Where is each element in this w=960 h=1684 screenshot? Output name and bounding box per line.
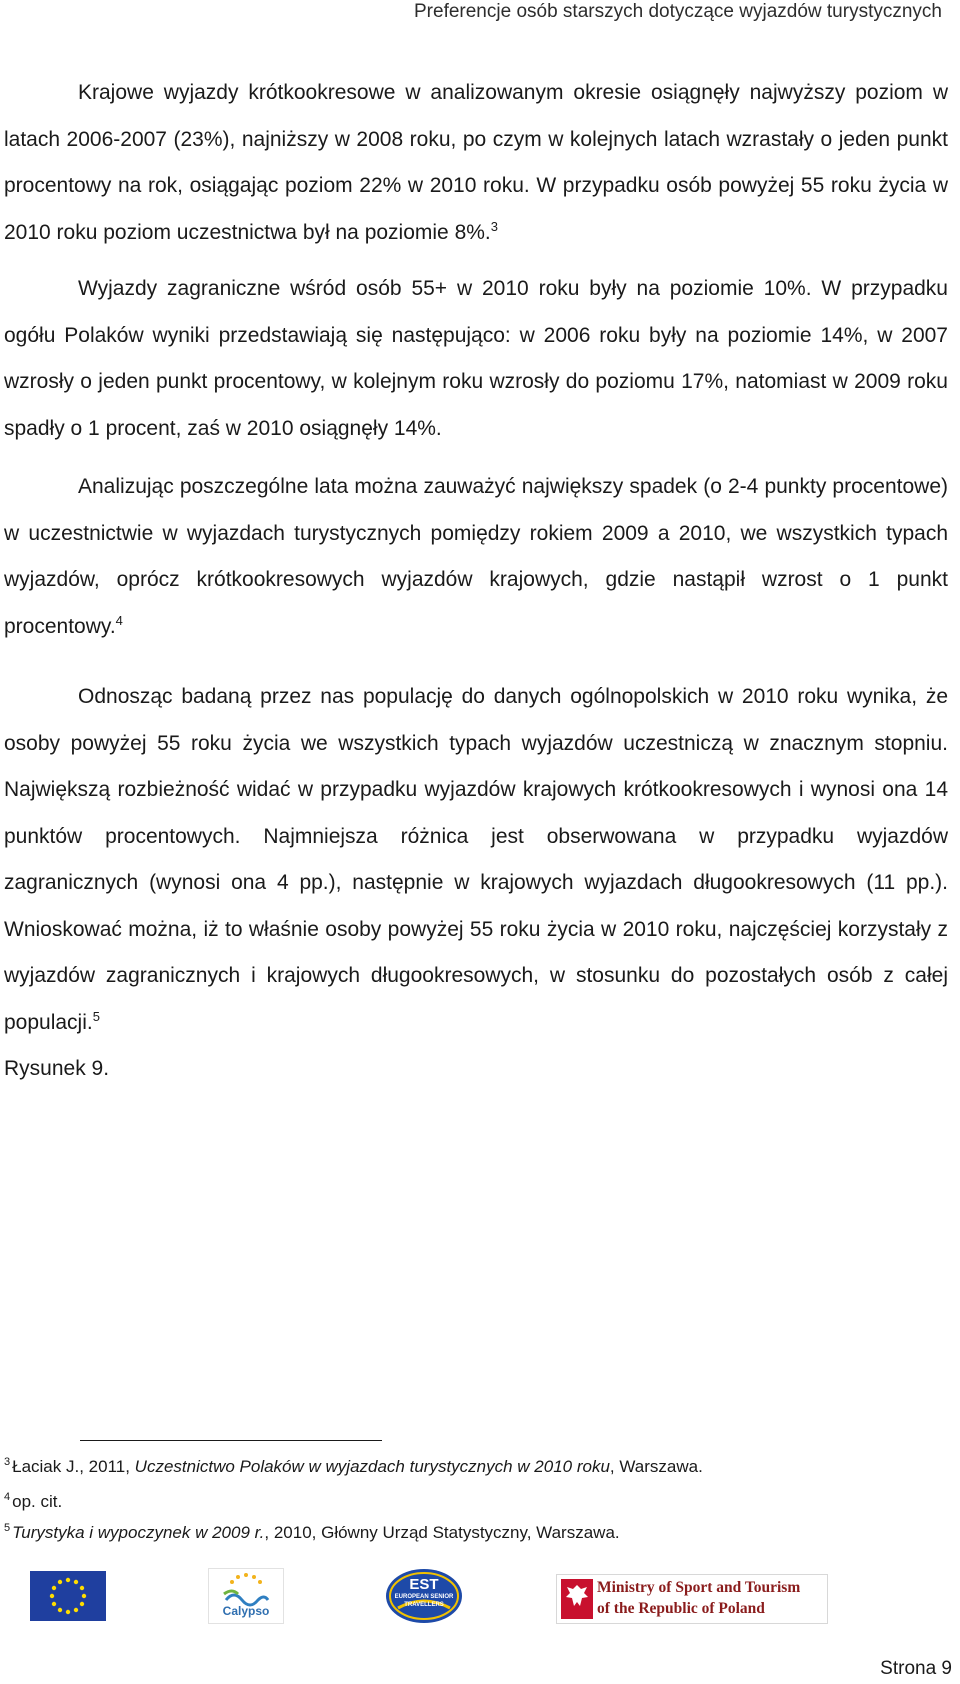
- est-line-2: TRAVELLERS: [404, 1602, 444, 1608]
- footnote-5: [4, 1522, 620, 1544]
- ministry-line-1: Ministry of Sport and Tourism: [597, 1579, 801, 1596]
- polish-eagle-icon: [561, 1579, 593, 1619]
- footnote-5-title: Turystyka i wypoczynek w 2009 r.: [12, 1523, 265, 1542]
- paragraph-1-text: Krajowe wyjazdy krótkookresowe w analizowanym okresie osiągnęły najwyższy poziom w latach 2006-2007 (23%), najniższy w 2008 roku, po czym w kolejnych latach wzrastały o jeden punkt procentowy na rok, osiągając poziom 22% w 2010 roku. W przypadku osób powyżej 55 roku życia w 2010 roku poziom uczestnictwa był na poziomie 8%.: [4, 81, 948, 244]
- footnote-ref-5[interactable]: 5: [92, 1008, 100, 1024]
- footnote-4: [4, 1491, 62, 1513]
- footnote-5-source: , 2010, Główny Urząd Statystyczny, Warszawa.: [264, 1523, 620, 1542]
- calypso-logo: [208, 1568, 284, 1624]
- ministry-line-2: of the Republic of Poland: [597, 1600, 765, 1617]
- est-abbreviation: EST: [409, 1576, 439, 1593]
- footnote-ref-3[interactable]: 3: [490, 218, 498, 234]
- paragraph-4: [4, 674, 948, 1093]
- footnote-4-number: 4: [4, 1491, 11, 1504]
- footnote-ref-4[interactable]: 4: [115, 612, 123, 628]
- paragraph-1: [4, 70, 948, 256]
- page-number: Strona 9: [880, 1658, 952, 1679]
- footnote-separator: [80, 1440, 382, 1441]
- ministry-name: [597, 1577, 800, 1619]
- body-text: [4, 70, 948, 1103]
- paragraph-2: Wyjazdy zagraniczne wśród osób 55+ w 2010 roku były na poziomie 10%. W przypadku ogółu Polaków wyniki przedstawiają się następująco: w 2006 roku były na poziomie 14%, w 2007 wzrosły o jeden punkt procentowy, w kolejnym roku wzrosły do poziomu 17%, natomiast w 2009 roku spadły o 1 procent, zaś w 2010 osiągnęły 14%.: [4, 277, 948, 440]
- footnote-3-title: Uczestnictwo Polaków w wyjazdach turystycznych w 2010 roku: [134, 1457, 610, 1476]
- paragraph-3: [4, 464, 948, 650]
- footnote-3: [4, 1456, 703, 1478]
- partner-logos: [0, 1568, 960, 1628]
- footnote-3-number: 3: [4, 1456, 11, 1469]
- est-logo: [384, 1568, 464, 1624]
- paragraph-4-text: Odnosząc badaną przez nas populację do danych ogólnopolskich w 2010 roku wynika, że osoby powyżej 55 roku życia we wszystkich typach wyjazdów uczestniczą w znacznym stopniu. Największą rozbieżność widać w przypadku wyjazdów krajowych krótkookresowych i wynosi ona 14 punktów procentowych. Najmniejsza różnica jest obserwowana w przypadku wyjazdów zagranicznych (wynosi ona 4 pp.), następnie w krajowych wyjazdach długookresowych (11 pp.). Wnioskować można, iż to właśnie osoby powyżej 55 roku życia w 2010 roku, najczęściej korzystały z wyjazdów zagranicznych i krajowych długookresowych, w stosunku do pozostałych osób z całej populacji.: [4, 685, 948, 1034]
- paragraph-3-text: Analizując poszczególne lata można zauważyć największy spadek (o 2-4 punkty procentowe) w uczestnictwie w wyjazdach turystycznych pomiędzy rokiem 2009 a 2010, we wszystkich typach wyjazdów, oprócz krótkookresowych wyjazdów krajowych, gdzie nastąpił wzrost o 1 punkt procentowy.: [4, 475, 948, 638]
- figure-reference: Rysunek 9.: [4, 1057, 110, 1080]
- footnote-4-text: op. cit.: [12, 1492, 63, 1511]
- eu-stars-icon: [30, 1571, 106, 1621]
- est-line-1: EUROPEAN SENIOR: [394, 1594, 454, 1600]
- eu-flag-icon: [30, 1571, 106, 1621]
- footnote-3-place: , Warszawa.: [609, 1457, 703, 1476]
- calypso-logo-text: Calypso: [222, 1604, 270, 1618]
- footnote-3-author: Łaciak J., 2011,: [12, 1457, 135, 1476]
- footnote-5-number: 5: [4, 1522, 11, 1535]
- running-header: Preferencje osób starszych dotyczące wyjazdów turystycznych: [414, 1, 942, 22]
- ministry-logo: [556, 1574, 828, 1624]
